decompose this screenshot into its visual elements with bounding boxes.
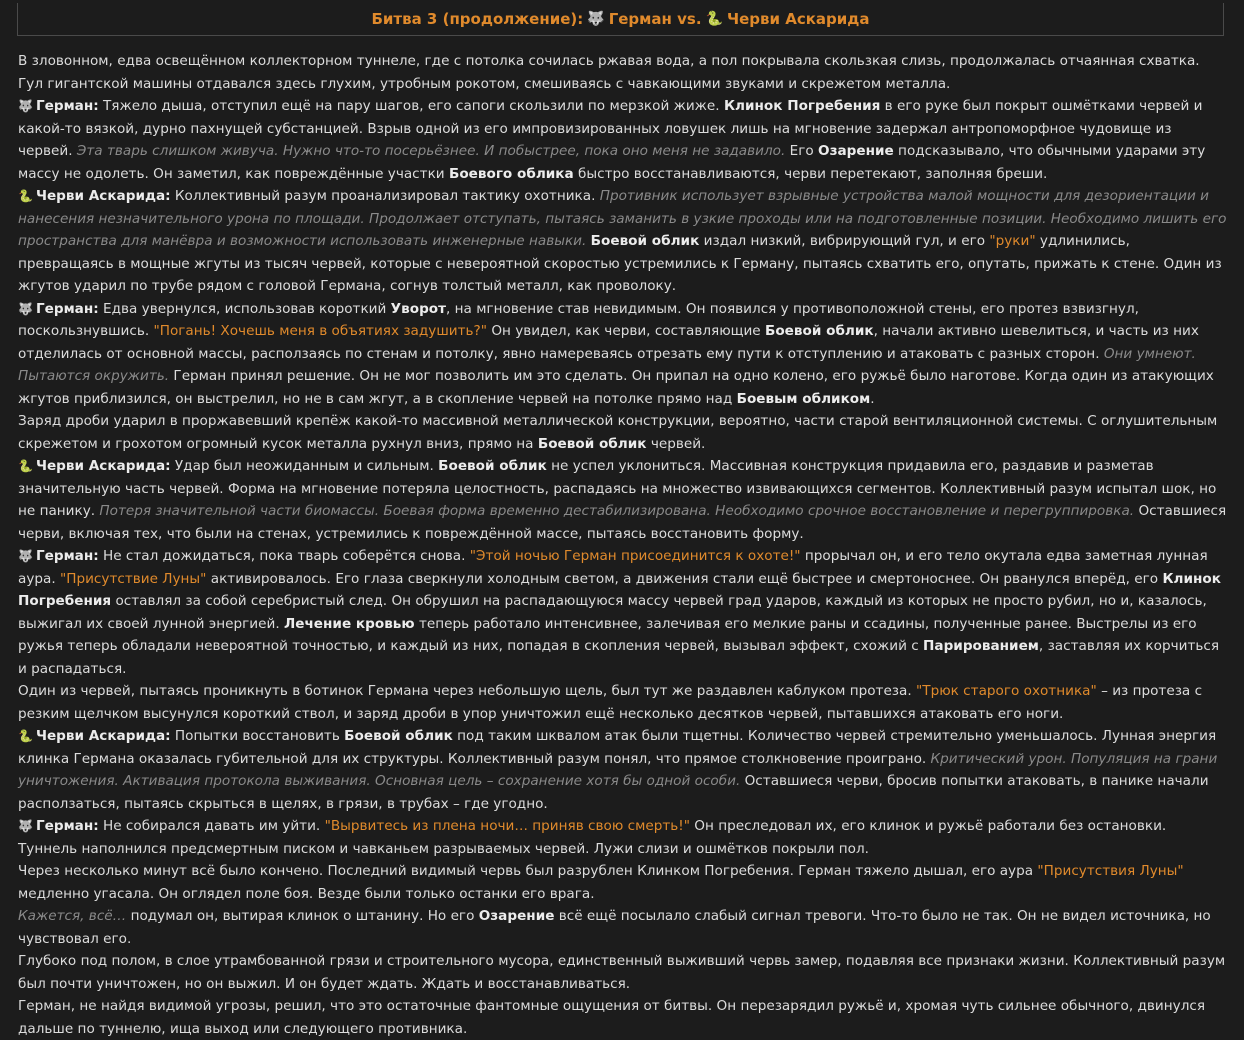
speaker-label: Черви Аскарида: bbox=[35, 188, 171, 204]
turn-german: 🐺 Герман: Едва увернулся, использовав короткий Уворот, на мгновение став невидимым. Он появился у противоположной стены, его протез взвизгнул, поскользнувшись. "Погань! Хочешь меня в объятиях задушить?" Он увидел, как черви, составляющие Боевой облик, начали активно шевелиться, и часть из них отделилась от основной массы, расползаясь по стенам и потолку, явно намереваясь отрезать ему пути к отступлению и атаковать с разных сторон. Они умнеют. Пытаются окружить. Герман принял решение. Он не мог позволить им это сделать. Он припал на одно колено, его ружьё было наготове. Когда один из атакующих жгутов приблизился, он выстрелил, но не в сам жгут, а в скопление червей на потолке прямо над Боевым обликом. bbox=[18, 300, 1214, 407]
quoted-phrase: "Погань! Хочешь меня в объятиях задушить?" bbox=[153, 323, 488, 339]
snake-icon: 🐍 bbox=[18, 189, 33, 203]
title-prefix: Битва 3 (продолжение): bbox=[371, 9, 584, 28]
skill-name: Боевой облик bbox=[344, 728, 453, 744]
wolf-icon: 🐺 bbox=[18, 301, 33, 316]
narration-paragraph: В зловонном, едва освещённом коллекторном туннеле, где с потолка сочилась ржавая вода, а пол покрывала скользкая слизь, продолжалась отчаянная схватка. Гул гигантской машины отдавался здесь глухим, утробным рокотом, смешиваясь с чавкающими звуками и скрежетом металла. bbox=[18, 53, 1200, 92]
narration-paragraph: Глубоко под полом, в слое утрамбованной грязи и строительного мусора, единственный выживший червь замер, подавляя все признаки жизни. Коллективный разум был почти уничтожен, но он выжил. И он будет ждать. Ждать и восстанавливаться. bbox=[18, 953, 1226, 992]
quoted-phrase: "Этой ночью Герман присоединится к охоте!" bbox=[469, 548, 801, 564]
skill-name: Клинок Погребения bbox=[723, 98, 881, 114]
speaker-label: Герман: bbox=[35, 300, 99, 317]
quoted-phrase: "Присутствие Луны" bbox=[59, 570, 207, 587]
snake-icon: 🐍 bbox=[18, 459, 33, 473]
skill-name: Клинок Погребения bbox=[18, 570, 1221, 609]
wolf-icon: 🐺 bbox=[18, 99, 33, 113]
wolf-icon: 🐺 bbox=[18, 819, 33, 833]
wolf-icon: 🐺 bbox=[587, 10, 605, 27]
title-name-worms: Черви Аскарида bbox=[726, 9, 870, 28]
snake-icon: 🐍 bbox=[18, 729, 33, 743]
skill-name: Озарение bbox=[818, 143, 894, 159]
quoted-phrase: "Трюк старого охотника" bbox=[916, 683, 1097, 699]
turn-german: 🐺 Герман: Не собирался давать им уйти. "Вырвитесь из плена ночи… приняв свою смерть!" Он преследовал их, его клинок и ружьё работали без остановки. Туннель наполнился предсмертным писком и чавканьем разрываемых червей. Лужи слизи и ошмётков покрыли пол. bbox=[18, 818, 1167, 857]
snake-icon: 🐍 bbox=[705, 10, 723, 27]
turn-worms: 🐍 Черви Аскарида: Коллективный разум проанализировал тактику охотника. Противник использует взрывные устройства малой мощности для дезориентации и нанесения незначительного урона по площади. Продолжает отступать, пытаясь заманить в узкие проходы или на подготовленные позиции. Необходимо лишить его пространства для манёвра и возможности использовать инженерные навыки. Боевой облик издал низкий, вибрирующий гул, и его "руки" удлинились, превращаясь в мощные жгуты из тысяч червей, которые с невероятной скоростью устремились к Герману, пытаясь схватить его, опутать, прижать к стене. Один из жгутов ударил по трубе рядом с головой Германа, согнув толстый металл, как проволоку. bbox=[18, 188, 1227, 294]
speaker-label: Герман: bbox=[35, 98, 99, 114]
quoted-phrase: "руки" bbox=[989, 233, 1036, 249]
inner-thought: Потеря значительной части биомассы. Боевая форма временно дестабилизирована. Необходимо срочное восстановление и перегруппировка. bbox=[99, 503, 1135, 519]
speaker-label: Черви Аскарида: bbox=[35, 728, 171, 744]
skill-name: Парированием bbox=[923, 638, 1039, 654]
turn-worms: 🐍 Черви Аскарида: Попытки восстановить Боевой облик под таким шквалом атак были тщетны. Количество червей стремительно уменьшалось. Лунная энергия клинка Германа оказалась губительной для их структуры. Коллективный разум понял, что прямое столкновение проиграно. Критический урон. Популяция на грани уничтожения. Активация протокола выживания. Основная цель – сохранение хотя бы одной особи. Оставшиеся черви, бросив попытки атаковать, в панике начали расползаться, пытаясь скрыться в щелях, в грязи, в трубах – где угодно. bbox=[18, 728, 1218, 812]
skill-name: Боевой облик bbox=[438, 458, 547, 474]
narration-paragraph: Через несколько минут всё было кончено. Последний видимый червь был разрублен Клинком Погребения. Герман тяжело дышал, его аура "Присутствия Луны" медленно угасала. Он оглядел поле боя. Везде были только останки его врага. bbox=[18, 863, 1184, 902]
inner-thought: Противник использует взрывные устройства малой мощности для дезориентации и нанесения незначительного урона по площади. Продолжает отступать, пытаясь заманить в узкие проходы или на подготовленные позиции. Необходимо лишить его пространства для манёвра и возможности использовать инженерные навыки. bbox=[18, 188, 1227, 249]
narration-paragraph: Один из червей, пытаясь проникнуть в ботинок Германа через небольшую щель, был тут же раздавлен каблуком протеза. "Трюк старого охотника" – из протеза с резким щелчком высунулся короткий ствол, и заряд дроби в упор уничтожил ещё несколько десятков червей, пытавшихся атаковать его ноги. bbox=[18, 683, 1203, 722]
skill-name: Боевой облик bbox=[590, 233, 700, 249]
quoted-phrase: "Вырвитесь из плена ночи… приняв свою смерть!" bbox=[324, 818, 690, 834]
narration-paragraph: Заряд дроби ударил в проржавевший крепёж какой-то массивной металлической конструкции, вероятно, части старой вентиляционной системы. С оглушительным скрежетом и грохотом огромный кусок металла рухнул вниз, прямо на Боевой облик червей. bbox=[18, 413, 1218, 452]
turn-german: 🐺 Герман: Тяжело дыша, отступил ещё на пару шагов, его сапоги скользили по мерзкой жиже. Клинок Погребения в его руке был покрыт ошмётками червей и какой-то вязкой, дурно пахнущей субстанцией. Взрыв одной из его импровизированных ловушек лишь на мгновение задержал антропоморфное чудовище из червей. Эта тварь слишком живуча. Нужно что-то посерьёзнее. И побыстрее, пока оно меня не задавило. Его Озарение подсказывало, что обычными ударами эту массу не одолеть. Он заметил, как повреждённые участки Боевого облика быстро восстанавливаются, черви перетекают, заполняя бреши. bbox=[18, 98, 1206, 182]
turn-worms: 🐍 Черви Аскарида: Удар был неожиданным и сильным. Боевой облик не успел уклониться. Массивная конструкция придавила его, раздавив и разметав значительную часть червей. Форма на мгновение потеряла целостность, распадаясь на множество извивающихся сегментов. Коллективный разум испытал шок, но не панику. Потеря значительной части биомассы. Боевая форма временно дестабилизирована. Необходимо срочное восстановление и перегруппировка. Оставшиеся черви, включая тех, что были на стенах, устремились к повреждённой массе, пытаясь восстановить форму. bbox=[18, 458, 1227, 542]
skill-name: Боевым обликом bbox=[736, 390, 871, 407]
inner-thought: Они умнеют. Пытаются окружить. bbox=[18, 345, 1196, 384]
inner-thought: Эта тварь слишком живуча. Нужно что-то посерьёзнее. И побыстрее, пока оно меня не задавило. bbox=[76, 143, 786, 159]
title-name-german: Герман vs. bbox=[608, 9, 702, 28]
speaker-label: Черви Аскарида: bbox=[35, 458, 171, 474]
wolf-icon: 🐺 bbox=[18, 549, 33, 563]
skill-name: Уворот bbox=[390, 300, 447, 317]
quoted-phrase: "Присутствия Луны" bbox=[1037, 863, 1184, 879]
narration-paragraph: Герман, не найдя видимой угрозы, решил, что это остаточные фантомные ощущения от битвы. Он перезарядил ружьё и, хромая чуть сильнее обычного, двинулся дальше по туннелю, ища выход или следующего противника. bbox=[18, 998, 1206, 1037]
skill-name: Боевой облик bbox=[764, 323, 874, 339]
speaker-label: Герман: bbox=[35, 548, 99, 564]
inner-thought: Критический урон. Популяция на грани уничтожения. Активация протокола выживания. Основная цель – сохранение хотя бы одной особи. bbox=[18, 750, 1218, 789]
skill-name: Лечение кровью bbox=[283, 615, 415, 632]
speaker-label: Герман: bbox=[35, 818, 99, 834]
turn-german: 🐺 Герман: Не стал дожидаться, пока тварь соберётся снова. "Этой ночью Герман присоединится к охоте!" прорычал он, и его тело окутала едва заметная лунная аура. "Присутствие Луны" активировалось. Его глаза сверкнули холодным светом, а движения стали ещё быстрее и смертоноснее. Он рванулся вперёд, его Клинок Погребения оставлял за собой серебристый след. Он обрушил на распадающуюся массу червей град ударов, каждый из которых не просто рубил, но и, казалось, выжигал их своей лунной энергией. Лечение кровью теперь работало интенсивнее, залечивая его мелкие раны и ссадины, полученные ранее. Выстрелы из его ружья теперь обладали невероятной точностью, и каждый из них, попадая в скопления червей, вызывал эффект, схожий с Парированием, заставляя их корчиться и распадаться. bbox=[18, 548, 1221, 677]
skill-name: Боевого облика bbox=[448, 165, 574, 182]
battle-log bbox=[18, 50, 1228, 1040]
battle-title bbox=[17, 3, 1224, 36]
skill-name: Боевой облик bbox=[537, 435, 647, 452]
narration-paragraph: Кажется, всё… подумал он, вытирая клинок о штанину. Но его Озарение всё ещё посылало слабый сигнал тревоги. Что-то было не так. Он не видел источника, но чувствовал его. bbox=[18, 908, 1211, 947]
inner-thought: Кажется, всё… bbox=[18, 908, 127, 924]
skill-name: Озарение bbox=[478, 908, 555, 924]
